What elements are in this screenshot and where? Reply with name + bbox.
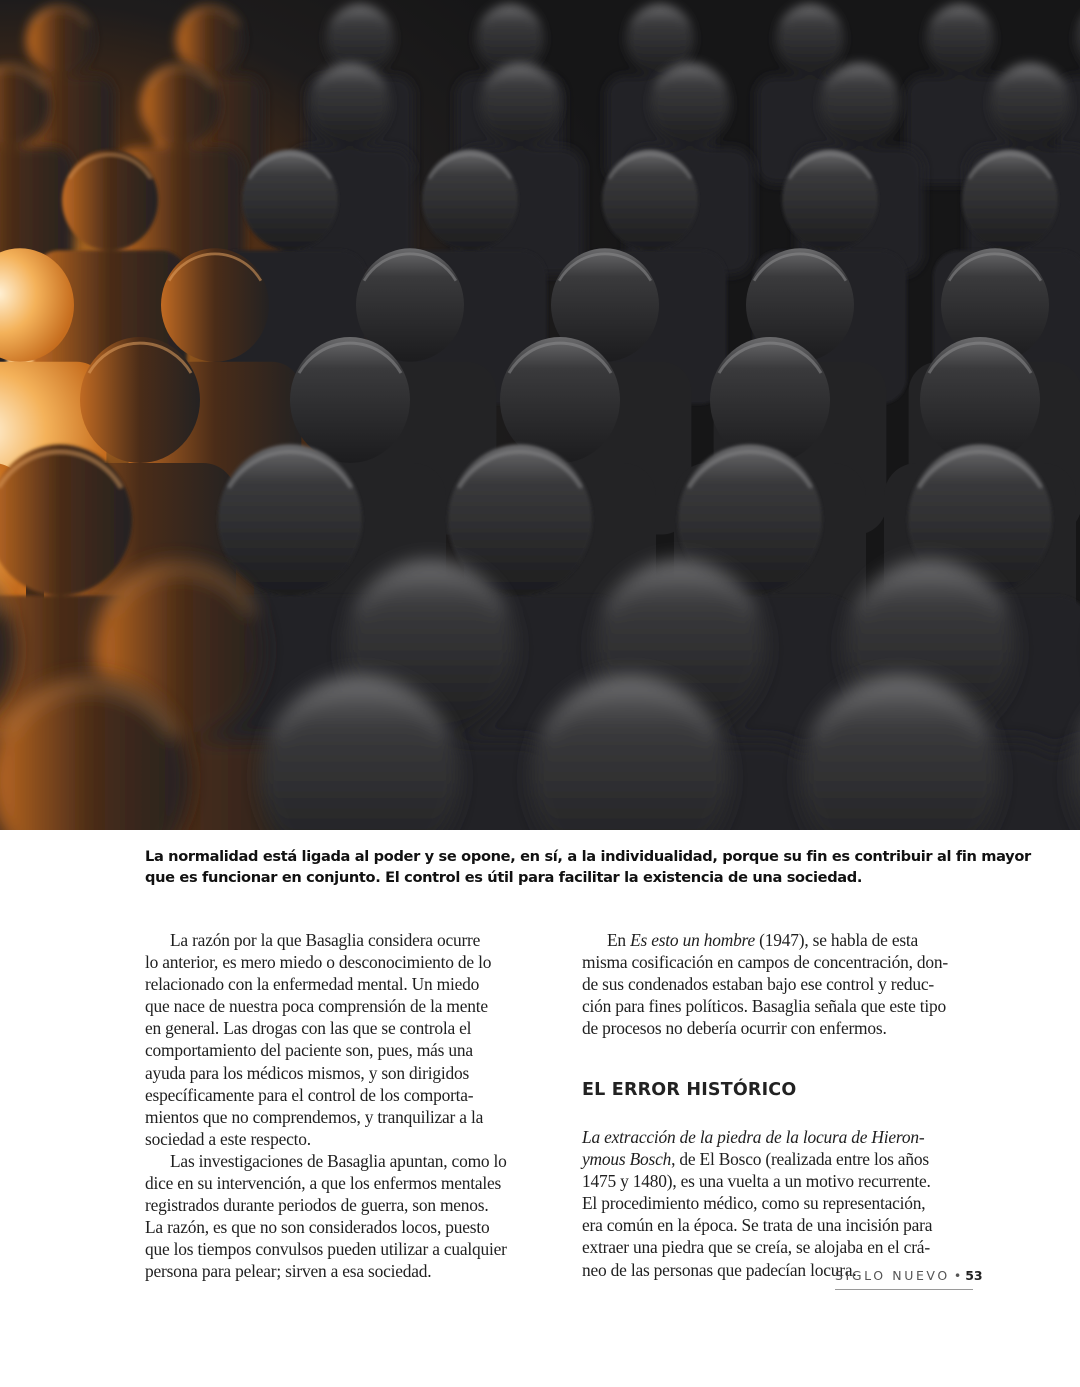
figure-head <box>140 63 220 147</box>
figure-head <box>62 150 158 251</box>
text-run: En <box>607 930 631 950</box>
page-footer <box>835 1268 983 1290</box>
magazine-name: SIGLO NUEVO <box>835 1268 950 1283</box>
separator-dot: • <box>953 1268 962 1283</box>
figure-head <box>480 63 560 147</box>
left-column <box>145 929 545 1283</box>
body-line: comportamiento del paciente son, pues, más una <box>145 1040 473 1061</box>
body-line <box>582 929 977 951</box>
body-line: La razón por la que Basaglia considera ocurre <box>170 930 481 950</box>
figure-head <box>500 337 620 463</box>
body-line: dice en su intervención, a que los enfermos mentales <box>145 1173 502 1194</box>
body-line: persona para pelear; sirven a esa sociedad. <box>145 1261 432 1282</box>
figure-head <box>776 4 844 75</box>
artwork-title: ymous Bosch <box>582 1149 672 1170</box>
body-line: sociedad a este respecto. <box>145 1128 311 1149</box>
figure-head <box>920 337 1040 463</box>
artwork-title: La extracción de la piedra de la locura de Hieron- <box>582 1127 925 1147</box>
figure-head <box>242 150 338 251</box>
body-line: de procesos no debería ocurrir con enfermos. <box>582 1018 887 1039</box>
body-line: era común en la época. Se trata de una incisión para <box>582 1215 933 1236</box>
footer-rule <box>835 1289 973 1290</box>
body-line: registrados durante periodos de guerra, son menos. <box>145 1195 489 1216</box>
figure-head <box>80 337 200 463</box>
body-line: específicamente para el control de los comporta- <box>145 1084 474 1105</box>
body-line: ción para fines políticos. Basaglia señala que este tipo <box>582 996 947 1017</box>
body-line: neo de las personas que padecían locura. <box>582 1259 857 1280</box>
figure-head <box>820 63 900 147</box>
figure-head <box>161 248 269 361</box>
figure-head <box>962 150 1058 251</box>
photo-caption <box>145 846 1031 888</box>
body-line <box>582 1148 932 1170</box>
body-line: de sus condenados estaban bajo ese control y reduc- <box>582 974 934 995</box>
caption-line: La normalidad está ligada al poder y se opone, en sí, a la individualidad, porque su fin es contribuir al fin mayor <box>145 848 1031 865</box>
body-line: misma cosificación en campos de concentración, don- <box>582 952 948 973</box>
body-line: que los tiempos convulsos pueden utilizar a cualquier <box>145 1239 507 1260</box>
body-line: 1475 y 1480), es una vuelta a un motivo recurrente. <box>582 1171 931 1192</box>
body-line: lo anterior, es mero miedo o desconocimiento de lo <box>145 952 492 973</box>
body-line: mientos que no comprendemos, y tranquilizar a la <box>145 1106 484 1127</box>
body-line <box>582 1126 932 1148</box>
text-run: (1947), se habla de esta <box>755 930 919 950</box>
text-run: , de El Bosco (realizada entre los años <box>671 1149 929 1170</box>
body-line: Las investigaciones de Basaglia apuntan, como lo <box>170 1150 507 1171</box>
page-number: 53 <box>965 1268 983 1283</box>
figure-head <box>422 150 518 251</box>
right-column <box>582 929 977 1039</box>
figure-head <box>26 4 94 75</box>
folio <box>835 1268 983 1283</box>
figure-head <box>290 337 410 463</box>
caption-line: que es funcionar en conjunto. El control es útil para facilitar la existencia de una sociedad. <box>145 869 863 886</box>
body-line: extraer una piedra que se creía, se alojaba en el crá- <box>582 1237 930 1258</box>
figure-head <box>990 63 1070 147</box>
right-column-section <box>582 1126 932 1281</box>
body-line: que nace de nuestra poca comprensión de la mente <box>145 996 488 1017</box>
figure-head <box>650 63 730 147</box>
section-heading: EL ERROR HISTÓRICO <box>582 1080 797 1100</box>
book-title: Es esto un hombre <box>630 930 756 950</box>
figure-head <box>710 337 830 463</box>
figure-head <box>926 4 994 75</box>
body-line: relacionado con la enfermedad mental. Un miedo <box>145 974 480 995</box>
body-line: El procedimiento médico, como su representación, <box>582 1193 926 1214</box>
body-line: ayuda para los médicos mismos, y son dirigidos <box>145 1062 470 1083</box>
body-line: en general. Las drogas con las que se controla el <box>145 1018 472 1039</box>
figure-head <box>602 150 698 251</box>
figure-head <box>218 444 362 595</box>
figure-head <box>782 150 878 251</box>
body-line: La razón, es que no son considerados locos, puesto <box>145 1217 490 1238</box>
figure-head <box>310 63 390 147</box>
